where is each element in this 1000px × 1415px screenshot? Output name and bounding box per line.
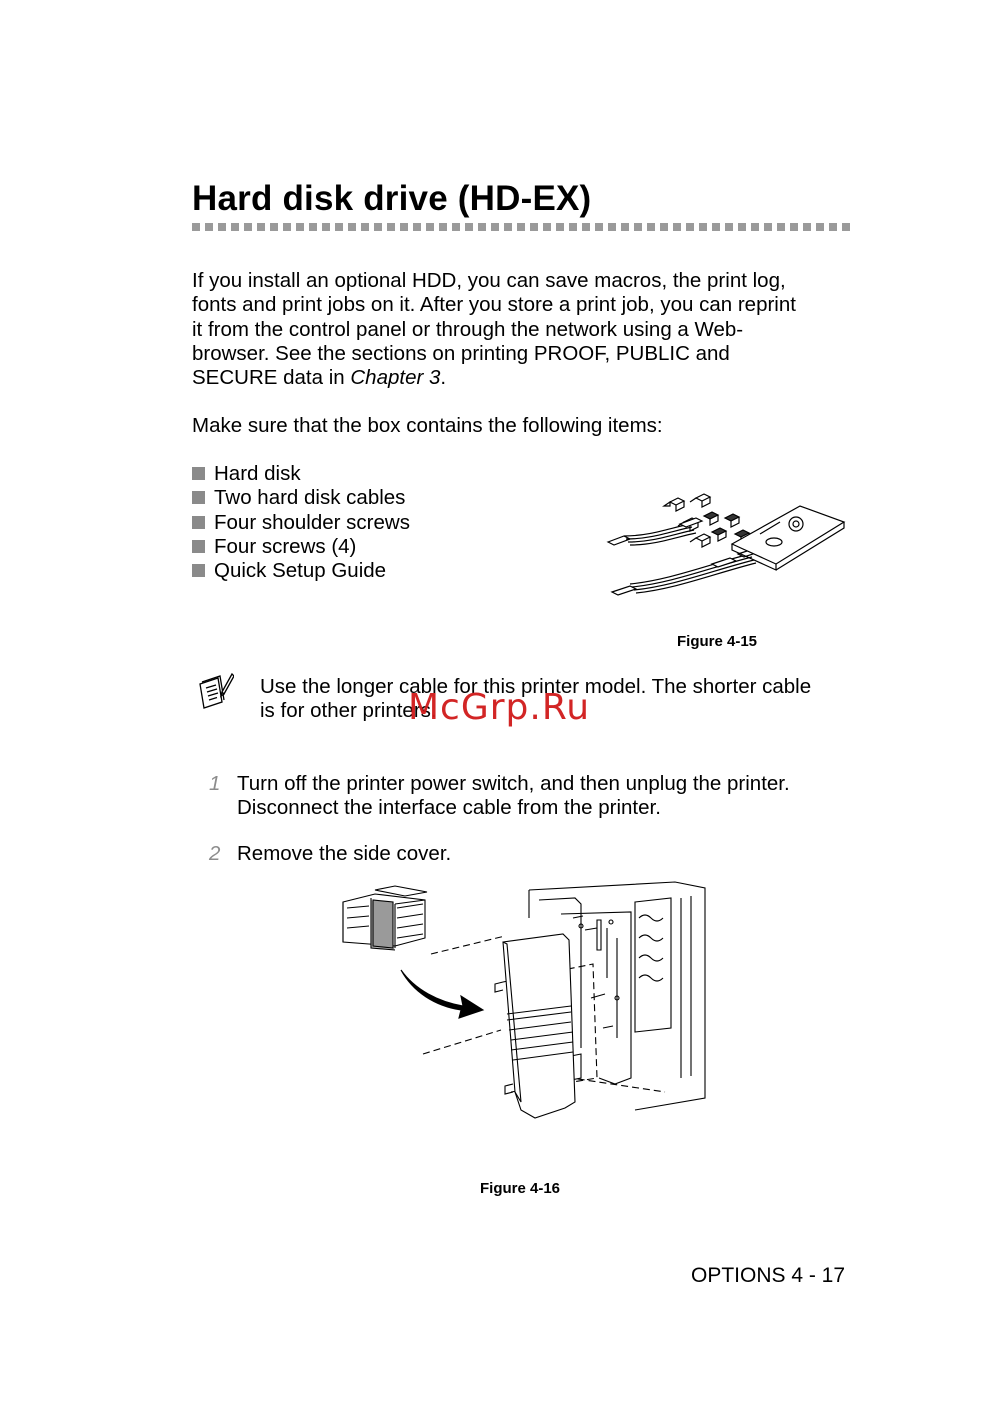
rule-dot <box>335 223 343 231</box>
rule-dot <box>257 223 265 231</box>
rule-dot <box>842 223 850 231</box>
rule-dot <box>816 223 824 231</box>
rule-dot <box>361 223 369 231</box>
intro-line-text: SECURE data in <box>192 366 351 390</box>
rule-dot <box>751 223 759 231</box>
rule-dot <box>660 223 668 231</box>
list-item-label: Two hard disk cables <box>214 486 406 510</box>
rule-dot <box>348 223 356 231</box>
list-item-label: Four shoulder screws <box>214 510 410 534</box>
rule-dot <box>374 223 382 231</box>
figure-caption: Figure 4-15 <box>677 633 758 650</box>
rule-dot <box>231 223 239 231</box>
intro-line: browser. See the sections on printing PROOF, PUBLIC and <box>192 341 730 365</box>
rule-dot <box>439 223 447 231</box>
rule-dot <box>595 223 603 231</box>
long-cable <box>612 548 762 595</box>
step-1 <box>209 772 790 820</box>
rule-dot <box>621 223 629 231</box>
rule-dot <box>803 223 811 231</box>
rule-dot <box>634 223 642 231</box>
figure-caption: Figure 4-16 <box>480 1180 561 1197</box>
note-line: Use the longer cable for this printer model. The shorter cable <box>260 675 812 698</box>
bullet-square-icon <box>192 491 205 504</box>
short-cable <box>608 518 702 545</box>
bullet-square-icon <box>192 516 205 529</box>
rule-dot <box>543 223 551 231</box>
box-contents-lead: Make sure that the box contains the following items: <box>192 414 663 437</box>
bullet-square-icon <box>192 540 205 553</box>
note-line: is for other printers. <box>260 699 437 723</box>
rule-dot <box>283 223 291 231</box>
rule-dot <box>829 223 837 231</box>
step-line: Remove the side cover. <box>237 842 452 865</box>
rule-dot <box>218 223 226 231</box>
rule-dot <box>764 223 772 231</box>
intro-line: If you install an optional HDD, you can save macros, the print log, <box>192 269 786 292</box>
list-item <box>192 462 410 486</box>
list-item-label: Four screws (4) <box>214 534 357 558</box>
rule-dot <box>790 223 798 231</box>
rule-dot <box>400 223 408 231</box>
rule-dot <box>504 223 512 231</box>
rule-dot <box>452 223 460 231</box>
remove-side-cover-illustration <box>335 878 707 1140</box>
section-title: Hard disk drive (HD-EX) <box>192 179 592 218</box>
rule-dot <box>569 223 577 231</box>
list-item <box>192 511 410 535</box>
rule-dot <box>387 223 395 231</box>
rule-dot <box>582 223 590 231</box>
rule-dot <box>556 223 564 231</box>
rule-dot <box>192 223 200 231</box>
dotted-rule <box>192 223 852 232</box>
rule-dot <box>244 223 252 231</box>
bullet-square-icon <box>192 564 205 577</box>
rule-dot <box>270 223 278 231</box>
intro-line: it from the control panel or through the network using a Web- <box>192 317 744 341</box>
step-line: Disconnect the interface cable from the printer. <box>237 796 661 820</box>
side-cover-panel <box>495 934 575 1118</box>
rule-dot <box>530 223 538 231</box>
rule-dot <box>725 223 733 231</box>
step-text <box>237 842 451 866</box>
page-footer: OPTIONS 4 - 17 <box>691 1264 846 1287</box>
intro-end-punct: . <box>440 366 447 390</box>
intro-line: fonts and print jobs on it. After you store a print job, you can reprint <box>192 293 796 317</box>
step-text <box>237 772 790 821</box>
rule-dot <box>413 223 421 231</box>
rule-dot <box>686 223 694 231</box>
rule-dot <box>309 223 317 231</box>
intro-line-last <box>192 366 862 390</box>
note-pad-icon <box>196 672 234 712</box>
step-number: 2 <box>209 842 221 865</box>
rule-dot <box>322 223 330 231</box>
rule-dot <box>478 223 486 231</box>
hard-disk-drive <box>732 506 844 570</box>
step-line: Turn off the printer power switch, and then unplug the printer. <box>237 772 790 795</box>
watermark-text: McGrp.Ru <box>408 687 591 728</box>
list-item <box>192 559 410 583</box>
rule-dot <box>491 223 499 231</box>
list-item <box>192 486 410 510</box>
chapter-reference: Chapter 3 <box>350 366 441 390</box>
rule-dot <box>296 223 304 231</box>
screws-group <box>664 494 749 547</box>
box-contents-list <box>192 462 410 583</box>
rule-dot <box>608 223 616 231</box>
intro-paragraph <box>192 269 862 390</box>
rule-dot <box>712 223 720 231</box>
bullet-square-icon <box>192 467 205 480</box>
rule-dot <box>205 223 213 231</box>
rule-dot <box>777 223 785 231</box>
step-2 <box>209 842 452 866</box>
rule-dot <box>426 223 434 231</box>
rule-dot <box>517 223 525 231</box>
rule-dot <box>738 223 746 231</box>
hard-disk-kit-illustration <box>600 484 860 608</box>
rule-dot <box>673 223 681 231</box>
rule-dot <box>699 223 707 231</box>
rule-dot <box>465 223 473 231</box>
list-item <box>192 535 410 559</box>
printer-thumbnail-icon <box>343 886 427 950</box>
step-number: 1 <box>209 772 221 795</box>
rule-dot <box>647 223 655 231</box>
list-item-label: Hard disk <box>214 462 301 485</box>
list-item-label: Quick Setup Guide <box>214 559 387 583</box>
